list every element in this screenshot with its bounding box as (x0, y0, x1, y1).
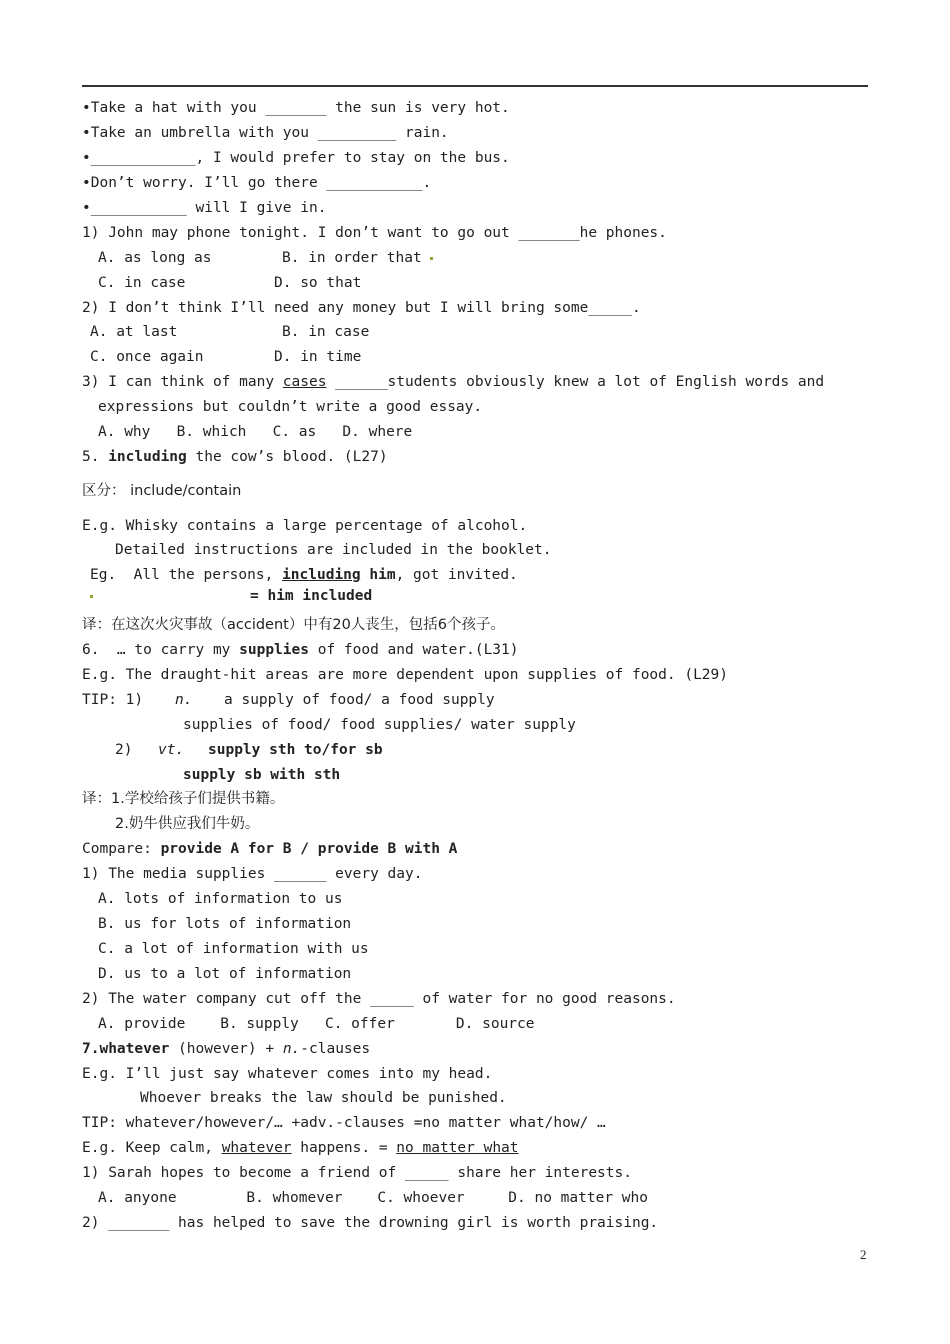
tip-pos: n. (175, 692, 193, 708)
question-stem: 2) The water company cut off the _____ of water for no good reasons. (82, 991, 676, 1007)
question-stem: 1) John may phone tonight. I don’t want to go out _______he phones. (82, 225, 667, 241)
example-line: E.g. Whisky contains a large percentage of alcohol. (82, 518, 528, 534)
option-a: A. at last (90, 324, 178, 340)
options-line: A. provide B. supply C. offer D. source (98, 1016, 535, 1032)
tip-number: 2) (115, 742, 133, 758)
option-d: D. us to a lot of information (98, 966, 352, 982)
question-stem-continued: expressions but couldn’t write a good essay. (98, 399, 483, 415)
option-c: C. a lot of information with us (98, 941, 369, 957)
question-stem: 1) The media supplies ______ every day. (82, 866, 423, 882)
options-line: A. why B. which C. as D. where (98, 424, 413, 440)
section-heading: 5. including the cow’s blood. (L27) (82, 449, 388, 465)
tip-pos: vt. (158, 742, 185, 758)
underlined-word: cases (282, 374, 327, 390)
option-a: A. lots of information to us (98, 891, 343, 907)
option-c: C. in case (98, 275, 186, 291)
example-line: Eg. All the persons, including him, got invited. (90, 567, 518, 583)
option-b: B. in case (282, 324, 370, 340)
bullet-line: •Don’t worry. I’ll go there ___________. (82, 175, 432, 191)
bullet-line: •Take an umbrella with you _________ rain. (82, 125, 449, 141)
example-line: Detailed instructions are included in the booklet. (115, 542, 552, 558)
compare-line: Compare: provide A for B / provide B with A (82, 841, 458, 857)
example-line: E.g. Keep calm, whatever happens. = no matter what (82, 1140, 519, 1156)
example-line: Whoever breaks the law should be punished. (140, 1090, 507, 1106)
equivalence-line: = him included (250, 588, 373, 604)
tip-text: supply sb with sth (183, 767, 341, 783)
options-line: A. anyone B. whomever C. whoever D. no matter who (98, 1190, 648, 1206)
option-a: A. as long as (98, 250, 212, 266)
translation-line: 译：1.学校给孩子们提供书籍。 (82, 791, 285, 807)
mark-dot (430, 257, 433, 260)
translation-line: 译：在这次火灾事故（accident）中有20人丧生，包括6个孩子。 (82, 617, 506, 633)
option-b: B. in order that (282, 248, 433, 268)
translation-line: 2.奶牛供应我们牛奶。 (115, 816, 260, 832)
option-d: D. so that (274, 275, 362, 291)
tip-text: a supply of food/ a food supply (224, 692, 495, 708)
mark-dot (90, 595, 93, 598)
tip-text: supplies of food/ food supplies/ water supply (183, 717, 576, 733)
question-stem: 1) Sarah hopes to become a friend of _____ share her interests. (82, 1165, 632, 1181)
tip-line: TIP: whatever/however/… +adv.-clauses =no matter what/how/ … (82, 1115, 606, 1131)
bullet-line: •Take a hat with you _______ the sun is very hot. (82, 100, 510, 116)
option-b: B. us for lots of information (98, 916, 352, 932)
tip-label: TIP: 1) (82, 692, 144, 708)
question-stem: 3) I can think of many cases ______students obviously knew a lot of English words and (82, 374, 825, 390)
tip-text: supply sth to/for sb (208, 742, 383, 758)
header-rule (82, 85, 868, 87)
bullet-line: •___________ will I give in. (82, 200, 327, 216)
section-heading: 7.whatever (however) + n.-clauses (82, 1041, 371, 1057)
page-number: 2 (860, 1247, 867, 1262)
mark-dot-line (90, 586, 93, 606)
question-stem: 2) I don’t think I’ll need any money but I will bring some_____. (82, 300, 641, 316)
section-heading: 6. … to carry my supplies of food and water.(L31) (82, 642, 519, 658)
option-c: C. once again (90, 349, 204, 365)
question-stem: 2) _______ has helped to save the drowning girl is worth praising. (82, 1215, 659, 1231)
example-line: E.g. I’ll just say whatever comes into my head. (82, 1066, 493, 1082)
distinguish-line: 区分： include/contain (82, 483, 242, 499)
example-line: E.g. The draught-hit areas are more dependent upon supplies of food. (L29) (82, 667, 729, 683)
bullet-line: •____________, I would prefer to stay on the bus. (82, 150, 510, 166)
option-d: D. in time (274, 349, 362, 365)
